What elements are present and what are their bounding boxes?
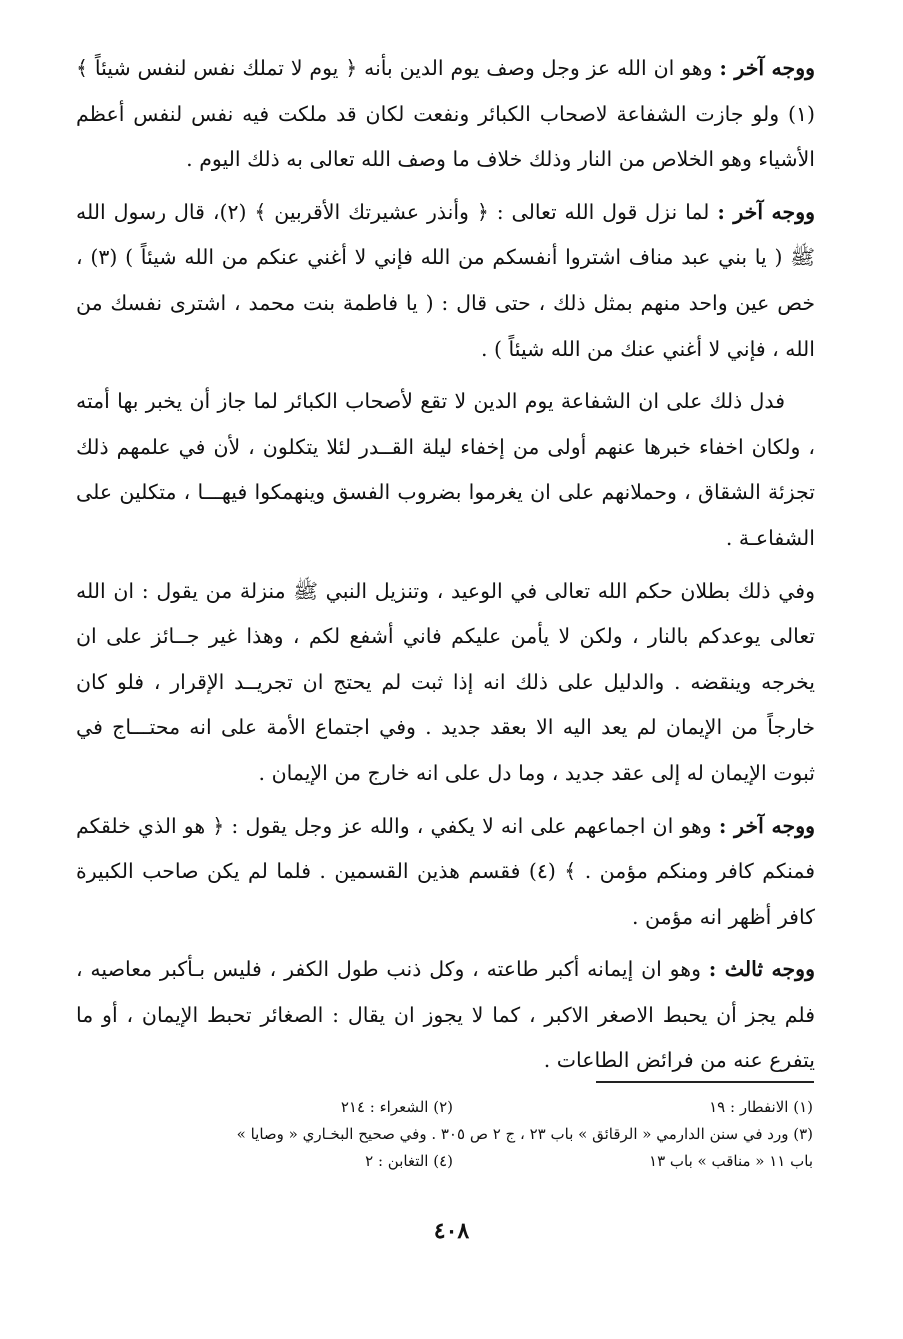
- paragraph-text: فدل ذلك على ان الشفاعة يوم الدين لا تقع لأصحاب الكبائر لما جاز أن يخبر بها أمته ، ولكان اخفاء خبرها عنهم أولى من إخفاء ليلة القــدر لئلا يتكلون ، لأن في علمهم ذلك تجزئة الشقاق ، وحملانهم على ان يغرموا بضروب الفسق وينهمكوا فيهـــا ، متكلين على الشفاعـة .: [76, 389, 815, 550]
- footnote-divider: [596, 1081, 814, 1083]
- footnote-3: (٣) ورد في سنن الدارمي « الرقائق » باب ٢٣ ، ج ٢ ص ٣٠٥ . وفي صحيح البخـاري « وصايا »: [236, 1125, 813, 1143]
- footnote-1: (١) الانفطار : ١٩: [709, 1098, 813, 1116]
- footnotes: [88, 1094, 813, 1175]
- paragraph-lead: ووجه آخر :: [717, 199, 816, 224]
- paragraph-lead: ووجه آخر :: [718, 813, 815, 838]
- footnote-2: (٢) الشعراء : ٢١٤: [340, 1098, 453, 1116]
- paragraph-text: لما نزل قول الله تعالى : ﴿ وأنذر عشيرتك الأقربين ﴾ (٢)، قال رسول الله ﷺ ( يا بني عبد مناف اشتروا أنفسكم من الله فإني لا أغني عنكم من الله شيئاً ) (٣) ، خص عين واحد منهم بمثل ذلك ، حتى قال : ( يا فاطمة بنت محمد ، اشترى نفسك من الله ، فإني لا أغني عنك من الله شيئاً ) .: [76, 199, 815, 361]
- footnote-row: [88, 1148, 813, 1175]
- paragraph-5: [76, 804, 815, 941]
- paragraph-6: [76, 947, 815, 1084]
- footnote-row: [88, 1094, 813, 1121]
- paragraph-lead: ووجه ثالث :: [708, 957, 815, 982]
- paragraph-text: وهو ان الله عز وجل وصف يوم الدين بأنه ﴿ يوم لا تملك نفس لنفس شيئاً ﴾ (١) ولو جازت الشفاعة لاصحاب الكبائر ونفعت لكان قد ملكت فيه نفس لنفس أعظم الأشياء وهو الخلاص من النار وذلك خلاف ما وصف الله تعالى به ذلك اليوم .: [76, 56, 815, 172]
- footnote-row: [88, 1121, 813, 1148]
- footnote-4: (٤) التغابن : ٢: [365, 1152, 453, 1170]
- page-number: ٤٠٨: [433, 1218, 470, 1244]
- footnote-3-continued: باب ١١ « مناقب » باب ١٣: [649, 1152, 813, 1170]
- main-text: [76, 46, 815, 1091]
- paragraph-2: [76, 190, 815, 372]
- paragraph-text: وفي ذلك بطلان حكم الله تعالى في الوعيد ، وتنزيل النبي ﷺ منزلة من يقول : ان الله تعالى يوعدكم بالنار ، ولكن لا يأمن عليكم فاني أشفع لكم ، وهذا غير جــائز على ان يخرجه وينقضه . والدليل على ذلك انه إذا ثبت لم يحتج ان تجريــد الإقرار ، فلو كان خارجاً من الإيمان لم يعد اليه الا بعقد جديد . وفي اجتماع الأمة على انه محتـــاج في ثبوت الإيمان له إلى عقد جديد ، وما دل على انه خارج من الإيمان .: [76, 578, 815, 785]
- paragraph-4: [76, 569, 815, 797]
- paragraph-text: وهو ان إيمانه أكبر طاعته ، وكل ذنب طول الكفر ، فليس بـأكبر معاصيه ، فلم يجز أن يحبط الاصغر الاكبر ، كما لا يجوز ان يقال : الصغائر تحبط الإيمان ، أو ما يتفرع عنه من فرائض الطاعات .: [76, 957, 815, 1073]
- paragraph-lead: ووجه آخر :: [719, 56, 815, 80]
- paragraph-1: [76, 46, 815, 183]
- paragraph-text: وهو ان اجماعهم على انه لا يكفي ، والله عز وجل يقول : ﴿ هو الذي خلقكم فمنكم كافر ومنكم مؤمن . ﴾ (٤) فقسم هذين القسمين . فلما لم يكن صاحب الكبيرة كافر أظهر انه مؤمن .: [76, 813, 815, 929]
- paragraph-3: [76, 379, 815, 561]
